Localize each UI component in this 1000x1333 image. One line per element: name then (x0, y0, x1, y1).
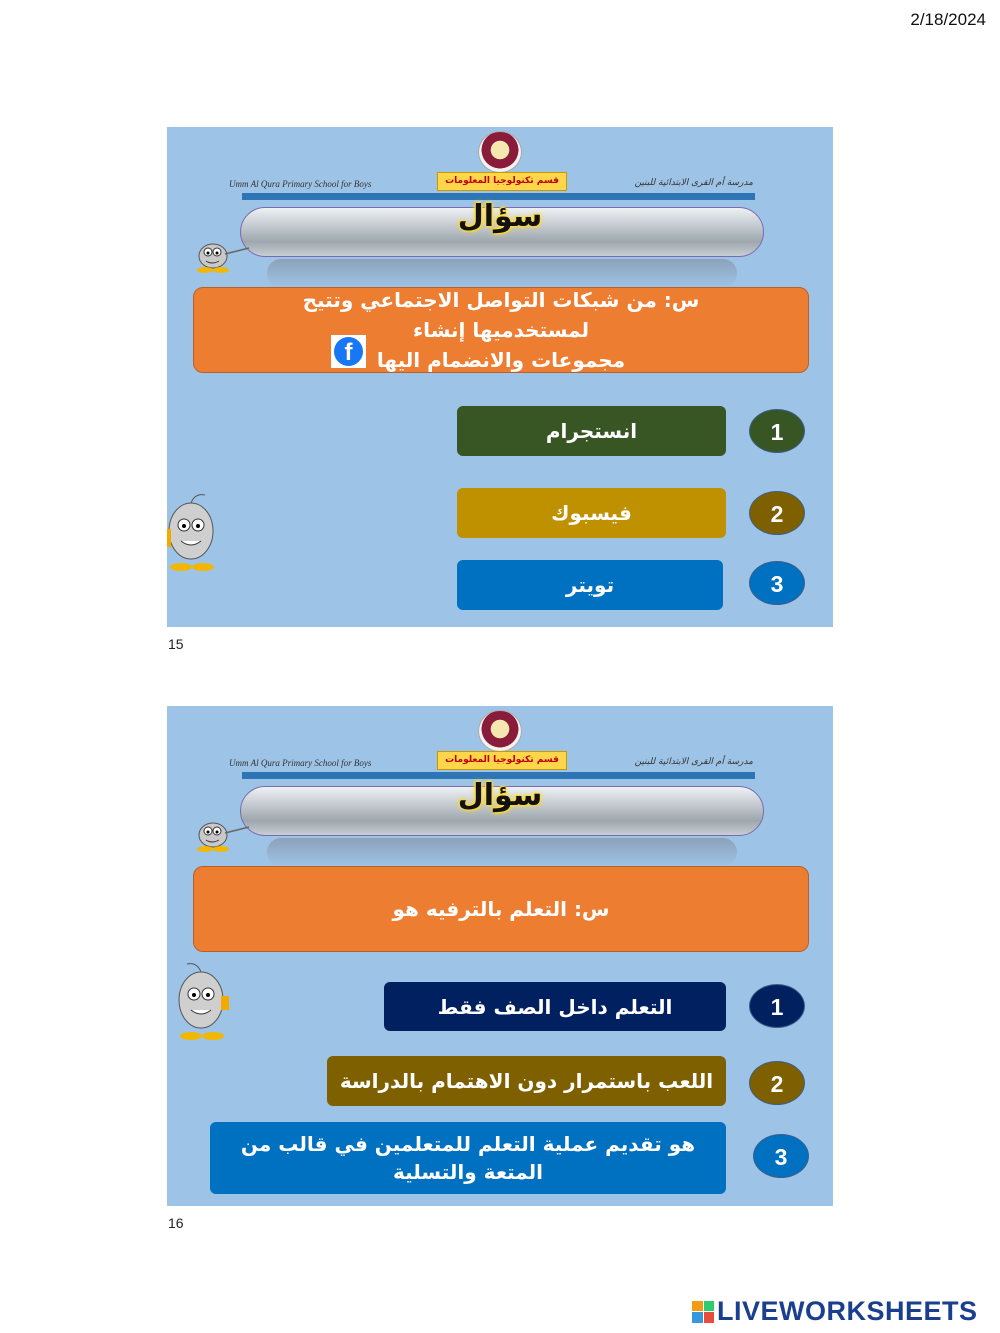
question-line-1: س: من شبكات التواصل الاجتماعي وتتيح لمستخدميها إنشاء (302, 288, 700, 342)
answer-option-1[interactable]: التعلم داخل الصف فقط (384, 982, 726, 1031)
school-name-arabic: مدرسة أم القرى الابتدائية للبنين (634, 178, 753, 188)
department-label: قسم تكنولوجيا المعلومات (437, 172, 567, 191)
title-reflection (267, 259, 737, 287)
option-number-3: 3 (753, 1134, 809, 1178)
slide-15 (167, 127, 833, 627)
slide-title: سؤال (457, 199, 543, 234)
answer-option-3[interactable]: هو تقديم عملية التعلم للمتعلمين في قالب من المتعة والتسلية (210, 1122, 726, 1194)
option-number-2: 2 (749, 491, 805, 535)
mouse-mascot-icon (171, 958, 231, 1042)
facebook-icon: f (334, 337, 363, 366)
school-name-english: Umm Al Qura Primary School for Boys (229, 758, 372, 768)
question-box (193, 866, 809, 952)
liveworksheets-logo[interactable] (692, 1296, 978, 1327)
page-date: 2/18/2024 (910, 10, 986, 29)
school-emblem-icon (478, 710, 522, 752)
school-name-arabic: مدرسة أم القرى الابتدائية للبنين (634, 757, 753, 767)
title-reflection (267, 838, 737, 866)
department-label: قسم تكنولوجيا المعلومات (437, 751, 567, 770)
slide-16 (167, 706, 833, 1206)
school-name-english: Umm Al Qura Primary School for Boys (229, 179, 372, 189)
option-number-2: 2 (749, 1061, 805, 1105)
mouse-mascot-icon (191, 234, 251, 278)
slide-number: 16 (168, 1215, 184, 1231)
answer-option-2[interactable]: اللعب باستمرار دون الاهتمام بالدراسة (327, 1056, 726, 1106)
question-text: س: التعلم بالترفيه هو (392, 897, 610, 921)
facebook-icon-box (331, 335, 366, 368)
liveworksheets-brand-text: LIVEWORKSHEETS (717, 1296, 978, 1326)
answer-option-3[interactable]: تويتر (457, 560, 723, 610)
option-number-1: 1 (749, 409, 805, 453)
slide-number: 15 (168, 636, 184, 652)
question-box (193, 287, 809, 373)
slide-title: سؤال (457, 778, 543, 813)
liveworksheets-logo-icon (692, 1301, 714, 1323)
school-emblem-icon (478, 131, 522, 173)
answer-option-2[interactable]: فيسبوك (457, 488, 726, 538)
question-line-2: مجموعات والانضمام اليها (376, 348, 626, 372)
mouse-mascot-icon (191, 813, 251, 857)
option-number-3: 3 (749, 561, 805, 605)
mouse-mascot-icon (167, 489, 225, 573)
option-number-1: 1 (749, 984, 805, 1028)
answer-option-1[interactable]: انستجرام (457, 406, 726, 456)
